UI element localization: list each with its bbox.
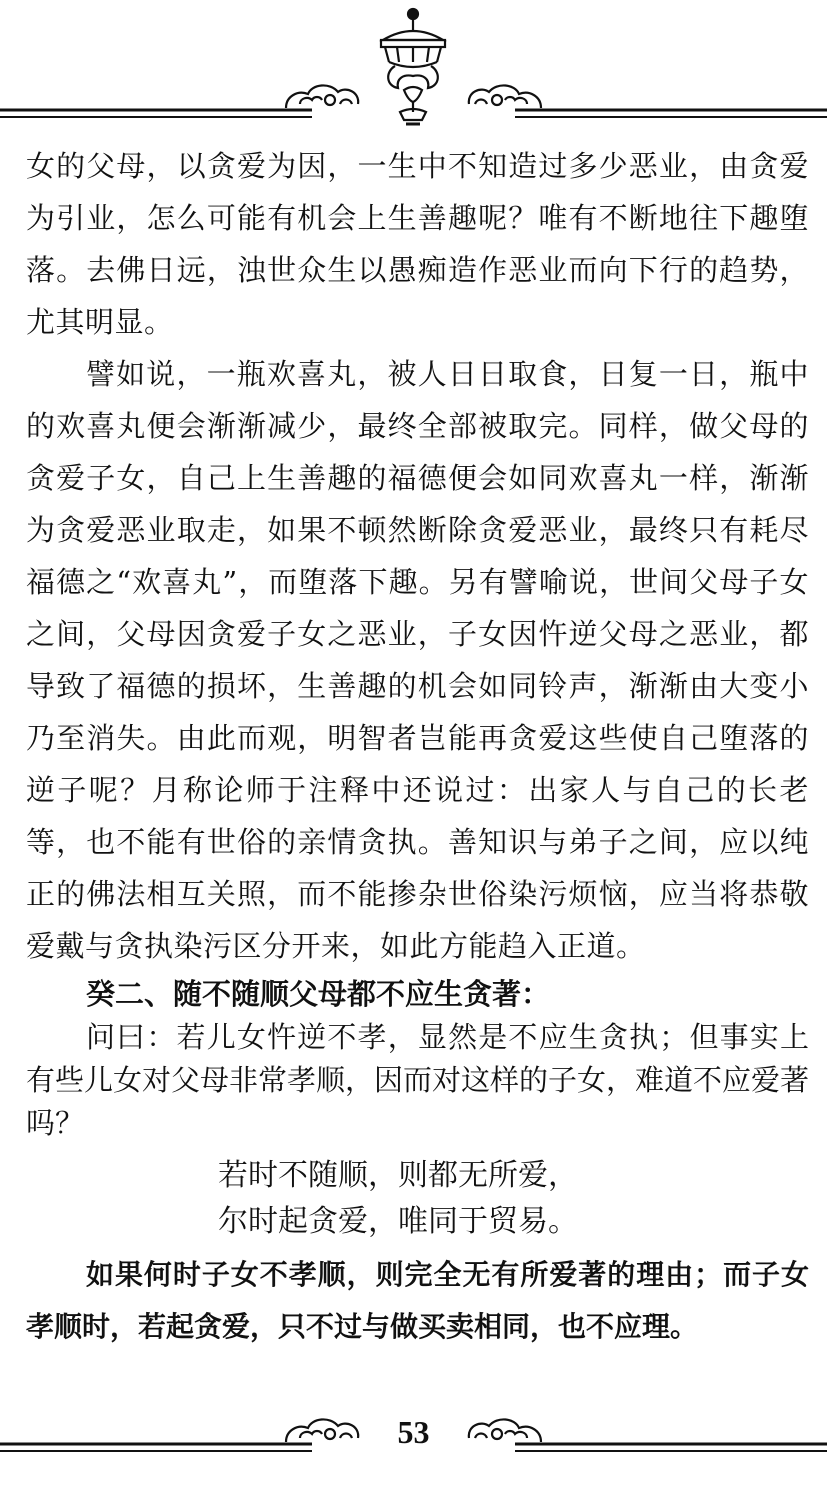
page-number: 53 xyxy=(397,1414,430,1450)
parasol-emblem-icon xyxy=(381,9,445,124)
verse-line-1: 若时不随顺，则都无所爱， xyxy=(218,1158,578,1193)
verse-line-2: 尔时起贪爱，唯同于贸易。 xyxy=(218,1204,578,1239)
commentary-paragraph: 如果何时子女不孝顺，则完全无有所爱著的理由；而子女孝顺时，若起贪爱，只不过与做买卖相同，也不应理。 xyxy=(26,1258,809,1343)
body-paragraph-2: 譬如说，一瓶欢喜丸，被人日日取食，日复一日，瓶中的欢喜丸便会渐渐减少，最终全部被取完。同样，做父母的贪爱子女，自己上生善趣的福德便会如同欢喜丸一样，渐渐为贪爱恶业取走，如果不顿然断除贪爱恶业，最终只有耗尽福德之“欢喜丸”，而堕落下趣。另有譬喻说，世间父母子女之间，父母因贪爱子女之恶业，子女因忤逆父母之恶业，都导致了福德的损坏，生善趣的机会如同铃声，渐渐由大变小乃至消失。由此而观，明智者岂能再贪爱这些使自己堕落的逆子呢？月称论师于注释中还说过：出家人与自己的长老等，也不能有世俗的亲情贪执。善知识与弟子之间，应以纯正的佛法相互关照，而不能掺杂世俗染污烦恼，应当将恭敬爱戴与贪执染污区分开来，如此方能趋入正道。 xyxy=(26,357,809,963)
page-content xyxy=(26,140,809,1353)
verse-block xyxy=(26,1153,809,1245)
cloud-scroll-right-icon xyxy=(469,85,541,108)
question-paragraph: 问曰：若儿女忤逆不孝，显然是不应生贪执；但事实上有些儿女对父母非常孝顺，因而对这样的子女，难道不应爱著吗？ xyxy=(26,1020,810,1140)
body-paragraph-1: 女的父母，以贪爱为因，一生中不知造过多少恶业，由贪爱为引业，怎么可能有机会上生善趣呢？唯有不断地往下趣堕落。去佛日远，浊世众生以愚痴造作恶业而向下行的趋势，尤其明显。 xyxy=(26,149,809,339)
section-heading: 癸二、随不随顺父母都不应生贪著： xyxy=(86,977,551,1011)
header-ornament xyxy=(0,0,827,140)
cloud-scroll-left-icon xyxy=(286,85,358,108)
